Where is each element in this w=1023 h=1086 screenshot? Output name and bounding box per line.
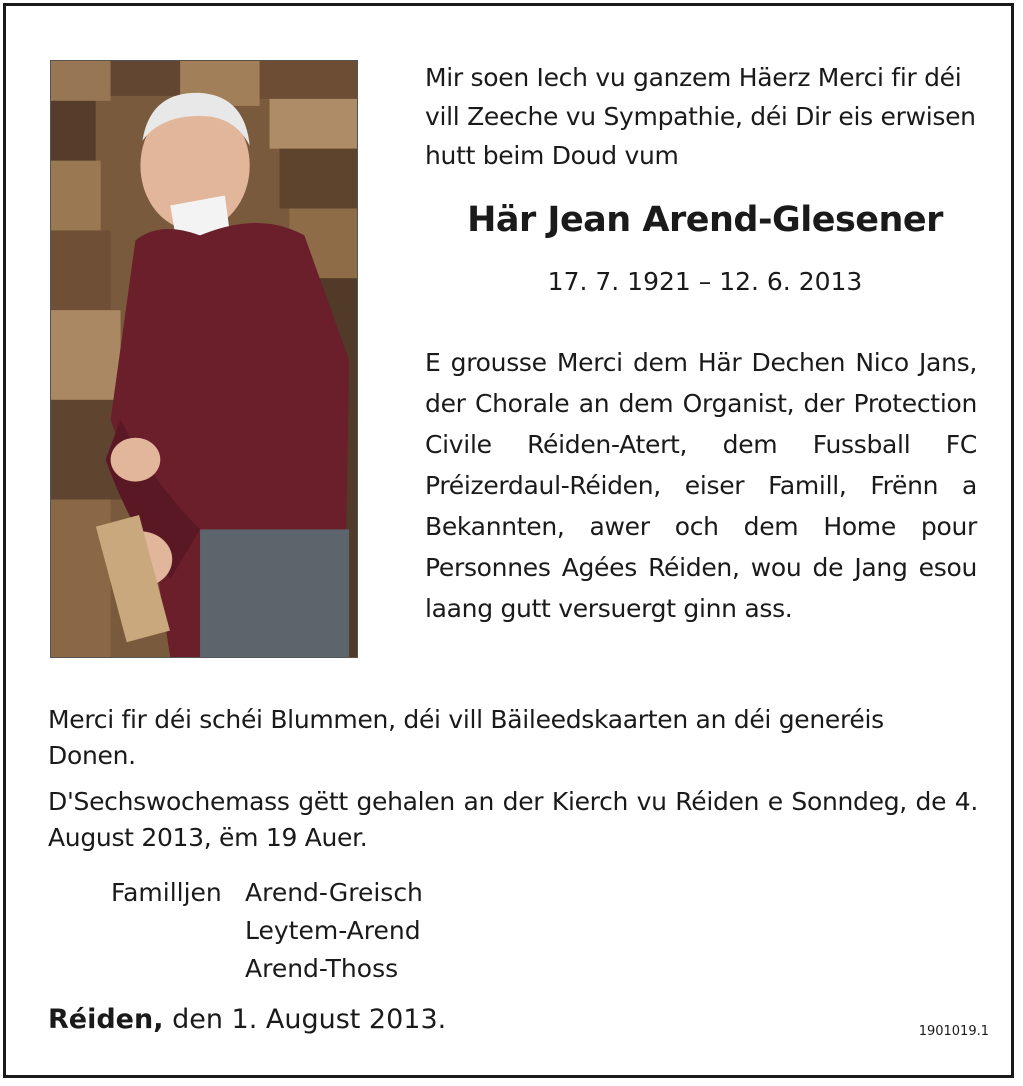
flowers-paragraph: Merci fir déi schéi Blummen, déi vill Bäileedskaarten an déi generéis Donen. — [48, 705, 884, 770]
families-label: Familljen — [111, 878, 222, 907]
intro-paragraph: Mir soen Iech vu ganzem Häerz Merci fir déi vill Zeeche vu Sympathie, déi Dir eis erwisen hutt beim Doud vum — [425, 63, 976, 170]
memorial-card — [3, 3, 1014, 1078]
family-name: Arend-Greisch — [245, 878, 423, 907]
family-row — [111, 874, 423, 912]
date-text: den 1. August 2013. — [163, 1004, 447, 1035]
family-row — [111, 912, 423, 950]
portrait-photo — [50, 60, 358, 658]
place-date-line — [48, 1004, 446, 1035]
family-row — [111, 950, 423, 988]
thanks-paragraph: E grousse Merci dem Här Dechen Nico Jans, der Chorale an dem Organist, der Protection Civile Réiden-Atert, dem Fussball FC Préizerdaul-Réiden, eiser Famill, Frënn a Bekannten, awer och dem Home pour Personnes Agées Réiden, wou de Jang esou laang gutt versuergt ginn ass. — [425, 348, 977, 623]
families-block — [111, 874, 423, 988]
deceased-name: Här Jean Arend-Glesener — [467, 200, 943, 240]
place-name: Réiden, — [48, 1004, 164, 1035]
mass-paragraph: D'Sechswochemass gëtt gehalen an der Kierch vu Réiden e Sonndeg, de 4. August 2013, ëm 19 Auer. — [48, 787, 978, 852]
family-name: Arend-Thoss — [245, 954, 399, 983]
reference-number: 1901019.1 — [918, 1024, 989, 1039]
family-name: Leytem-Arend — [245, 916, 421, 945]
life-dates: 17. 7. 1921 – 12. 6. 2013 — [547, 267, 863, 296]
intro-text — [425, 58, 985, 175]
